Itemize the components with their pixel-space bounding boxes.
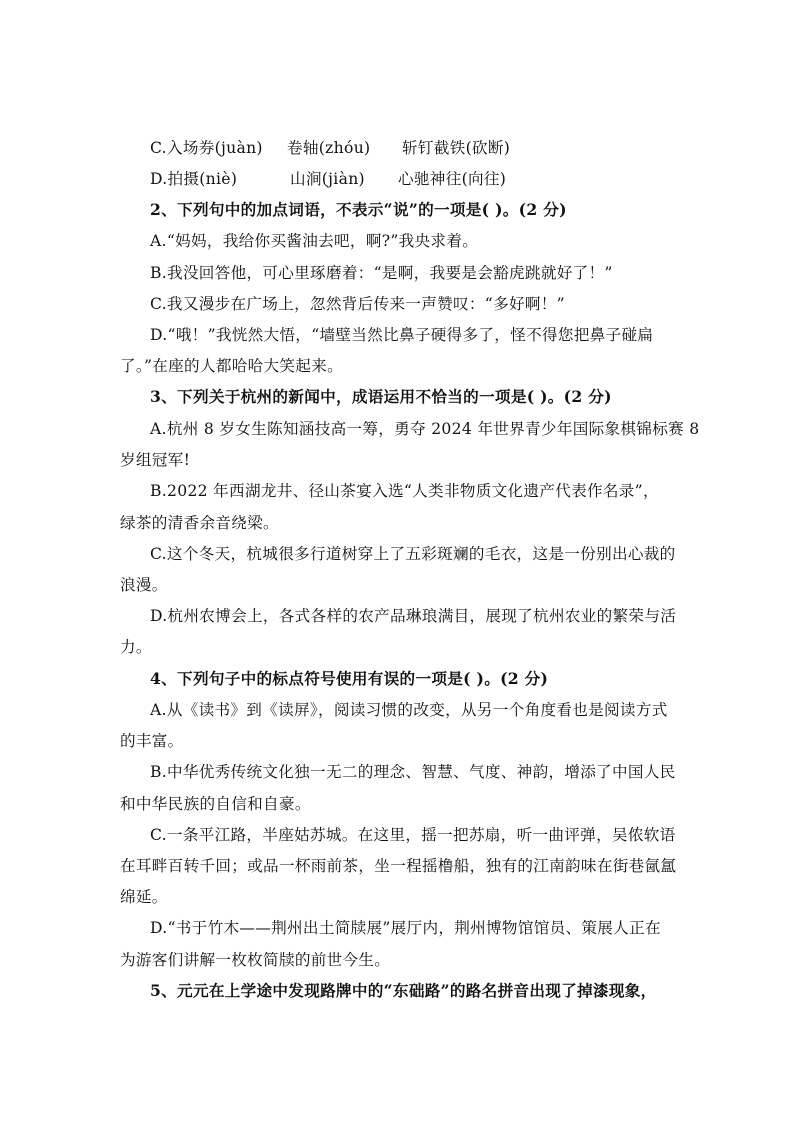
q1-d-word3: 心驰神往(向往)	[398, 170, 507, 188]
q1-c-word3: 斩钉截铁(砍断)	[402, 139, 511, 157]
q4-option-b-line2: 和中华民族的自信和自豪。	[120, 795, 311, 813]
q3-option-a-line2: 岁组冠军!	[120, 451, 191, 469]
q3-option-a-line1: A.杭州 8 岁女生陈知涵技高一筹，勇夺 2024 年世界青少年国际象棋锦标赛 8	[150, 420, 700, 438]
q1-option-c	[150, 138, 510, 158]
q2-option-d-line2: 了。”在座的人都哈哈大笑起来。	[120, 357, 343, 375]
q3-option-d-line2: 力。	[120, 638, 152, 656]
q2-option-a: A.“妈妈，我给你买酱油去吧，啊?”我央求着。	[150, 232, 479, 250]
q3-option-c-line1: C.这个冬天，杭城很多行道树穿上了五彩斑斓的毛衣，这是一份别出心裁的	[150, 545, 676, 563]
q2-stem-post: 的一项是( )。(2 分)	[418, 200, 567, 219]
q5-stem: 5、元元在上学途中发现路牌中的“东础路”的路名拼音出现了掉漆现象，	[150, 981, 657, 1000]
q1-option-d	[150, 169, 506, 189]
q4-option-c-line1: C.一条平江路，半座姑苏城。在这里，摇一把苏扇，听一曲评弹，吴侬软语	[150, 826, 676, 844]
q2-stem	[150, 200, 567, 220]
q3-option-d-line1: D.杭州农博会上，各式各样的农产品琳琅满目，展现了杭州农业的繁荣与活	[150, 607, 677, 625]
q3-option-c-line2: 浪漫。	[120, 576, 168, 594]
q2-stem-pre: 2、下列句中的加点词语，不表示	[150, 200, 384, 219]
q2-option-c: C.我又漫步在广场上，忽然背后传来一声赞叹：“多好啊！”	[150, 295, 565, 313]
q4-option-b-line1: B.中华优秀传统文化独一无二的理念、智慧、气度、神韵，增添了中国人民	[150, 763, 676, 781]
q4-option-d-line1: D.“书于竹木——荆州出土简牍展”展厅内，荆州博物馆馆员、策展人正在	[150, 919, 661, 937]
q4-option-c-line3: 绵延。	[120, 888, 168, 906]
q3-option-b-line1: B.2022 年西湖龙井、径山茶宴入选“人类非物质文化遗产代表作名录”，	[150, 482, 659, 500]
q1-c-word1: C.入场券(juàn)	[150, 139, 263, 157]
q2-option-d-line1: D.“哦！”我恍然大悟，“墙壁当然比鼻子硬得多了，怪不得您把鼻子碰扁	[150, 326, 654, 344]
q3-stem: 3、下列关于杭州的新闻中，成语运用不恰当的一项是( )。(2 分)	[150, 387, 612, 406]
q3-option-b-line2: 绿茶的清香余音绕梁。	[120, 514, 279, 532]
q2-stem-quoted: “说”	[383, 200, 419, 219]
q1-d-word2: 山涧(jiàn)	[290, 170, 365, 188]
q1-d-word1: D.拍摄(niè)	[150, 170, 238, 188]
q4-option-c-line2: 在耳畔百转千回；或品一杯雨前茶，坐一程摇橹船，独有的江南韵味在街巷氤氲	[120, 857, 677, 875]
q2-option-b: B.我没回答他，可心里琢磨着：“是啊，我要是会豁虎跳就好了！”	[150, 264, 613, 282]
q4-option-d-line2: 为游客们讲解一枚枚简牍的前世今生。	[120, 951, 391, 969]
q4-option-a-line1: A.从《读书》到《读屏》，阅读习惯的改变，从另一个角度看也是阅读方式	[150, 701, 668, 719]
q4-stem: 4、下列句子中的标点符号使用有误的一项是( )。(2 分)	[150, 669, 549, 688]
q1-c-word2: 卷轴(zhóu)	[287, 139, 371, 157]
q4-option-a-line2: 的丰富。	[120, 732, 184, 750]
